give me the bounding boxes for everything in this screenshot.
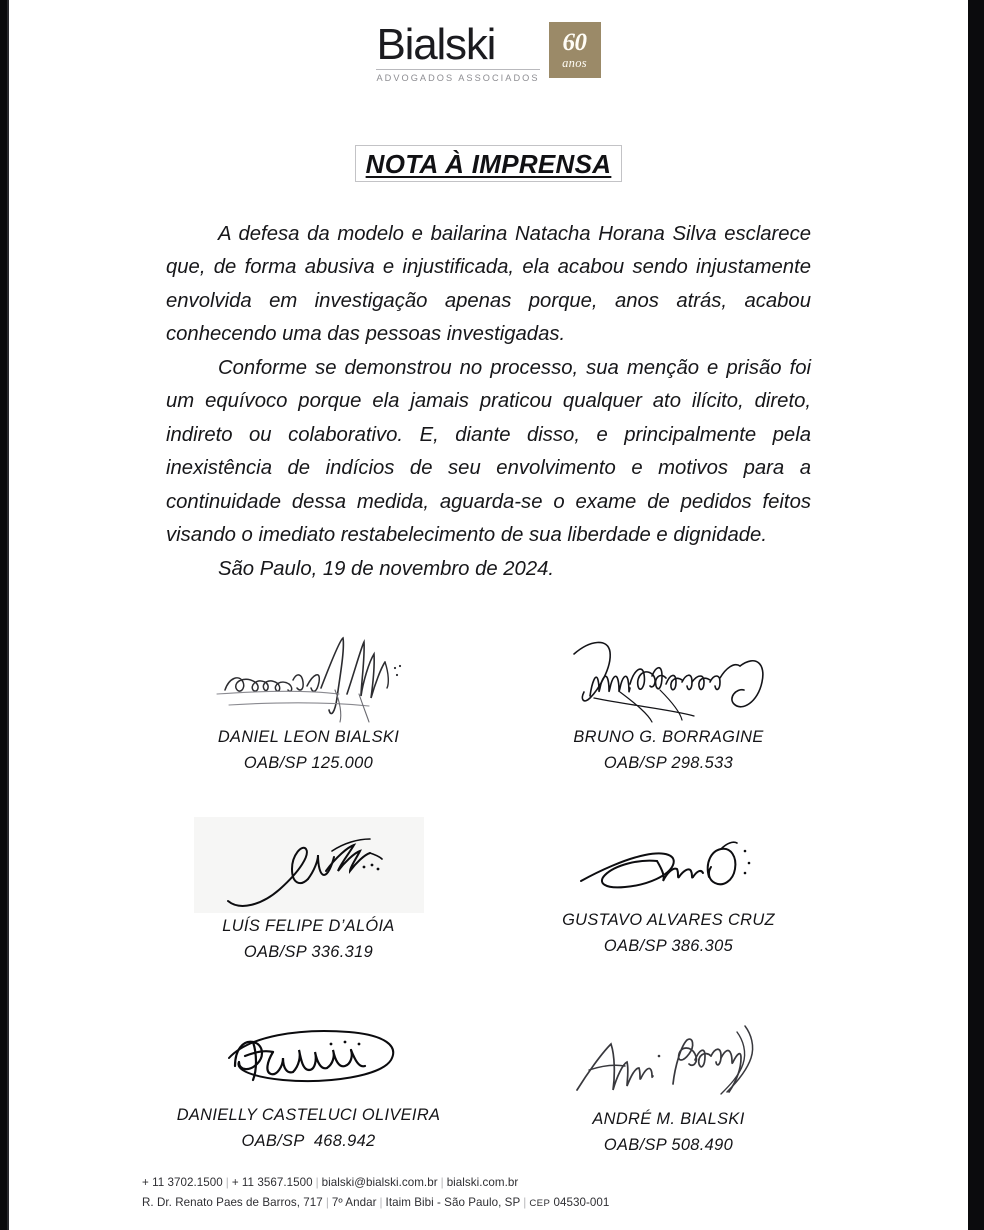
signature-cell xyxy=(489,1006,849,1155)
signatory-name: DANIEL LEON BIALSKI xyxy=(217,728,400,747)
signatory-name: BRUNO G. BORRAGINE xyxy=(573,728,764,747)
footer-contact-line xyxy=(142,1173,882,1193)
signature-cell xyxy=(129,628,489,773)
signatory-oab: OAB/SP 298.533 xyxy=(603,754,734,773)
signatory-name: DANIELLY CASTELUCI OLIVEIRA xyxy=(176,1106,441,1125)
signature-cell xyxy=(129,1006,489,1155)
page-title: NOTA À IMPRENSA xyxy=(355,145,623,182)
footer-separator: | xyxy=(315,1176,319,1189)
footer-separator: | xyxy=(325,1196,329,1209)
footer-separator: | xyxy=(379,1196,383,1209)
signatory-oab: OAB/SP 468.942 xyxy=(241,1132,376,1151)
address-floor: 7º Andar xyxy=(331,1196,377,1209)
right-dark-gutter xyxy=(968,0,984,1230)
footer-separator: | xyxy=(523,1196,527,1209)
phone-primary: + 11 3702.1500 xyxy=(142,1176,223,1189)
signatory-name: ANDRÉ M. BIALSKI xyxy=(592,1110,745,1129)
signatory-oab: OAB/SP 386.305 xyxy=(603,937,734,956)
letterhead xyxy=(9,0,968,83)
signatory-oab: OAB/SP 336.319 xyxy=(243,943,374,962)
signature-row xyxy=(129,1006,849,1155)
website-url[interactable]: bialski.com.br xyxy=(446,1176,519,1189)
signature-row xyxy=(129,628,849,773)
body-paragraph-1: A defesa da modelo e bailarina Natacha Horana Silva esclarece que, de forma abusiva e injustificada, ela acabou sendo injustamente envolvida em investigação apenas porque, anos atrás, acabou conhecendo uma das pessoas investigadas. xyxy=(166,222,811,346)
signature-cell xyxy=(489,628,849,773)
cep-value: 04530-001 xyxy=(553,1196,610,1209)
signature-cell xyxy=(129,817,489,962)
handwritten-signature-icon xyxy=(554,1010,784,1106)
footer-address-line xyxy=(142,1193,882,1214)
signatory-oab: OAB/SP 508.490 xyxy=(603,1136,734,1155)
firm-name: Bialski xyxy=(376,20,496,69)
anniversary-badge-icon xyxy=(549,22,601,78)
document-page xyxy=(9,0,968,1230)
signature-cell xyxy=(489,817,849,962)
footer xyxy=(142,1173,882,1214)
handwritten-signature-icon xyxy=(194,628,424,724)
signatory-name: LUÍS FELIPE D’ALÓIA xyxy=(222,917,395,936)
footer-separator: | xyxy=(440,1176,444,1189)
address-district: Itaim Bibi - São Paulo, SP xyxy=(385,1196,521,1209)
body-paragraph-2: Conforme se demonstrou no processo, sua menção e prisão foi um equívoco porque ela jamais praticou qualquer ato ilícito, direto, indireto ou colaborativo. E, diante disso, e principalmente pela inexistência de indícios de seu envolvimento e motivos para a continuidade dessa medida, aguarda-se o exame de pedidos feitos visando o imediato restabelecimento de sua liberdade e dignidade. xyxy=(166,356,811,547)
badge-number: 60 xyxy=(562,29,587,57)
logo-divider xyxy=(376,69,539,70)
handwritten-signature-icon xyxy=(554,628,784,724)
place-and-date: São Paulo, 19 de novembro de 2024. xyxy=(218,557,555,580)
address-street: R. Dr. Renato Paes de Barros, 717 xyxy=(142,1196,323,1209)
handwritten-signature-icon xyxy=(194,1006,424,1102)
firm-logo xyxy=(376,22,600,83)
signatory-name: GUSTAVO ALVARES CRUZ xyxy=(562,911,775,930)
badge-unit: anos xyxy=(562,56,587,71)
handwritten-signature-icon xyxy=(554,821,784,917)
title-container xyxy=(9,145,968,182)
left-dark-gutter xyxy=(0,0,7,1230)
signature-block xyxy=(129,628,849,1155)
cep-label: CEP xyxy=(529,1198,551,1209)
signatory-oab: OAB/SP 125.000 xyxy=(243,754,374,773)
signature-row xyxy=(129,817,849,962)
firm-tagline: ADVOGADOS ASSOCIADOS xyxy=(376,72,540,83)
handwritten-signature-icon xyxy=(194,817,424,913)
footer-separator: | xyxy=(225,1176,229,1189)
logo-wordmark xyxy=(376,22,539,83)
phone-secondary: + 11 3567.1500 xyxy=(231,1176,313,1189)
document-body xyxy=(166,218,811,587)
email-address[interactable]: bialski@bialski.com.br xyxy=(321,1176,438,1189)
